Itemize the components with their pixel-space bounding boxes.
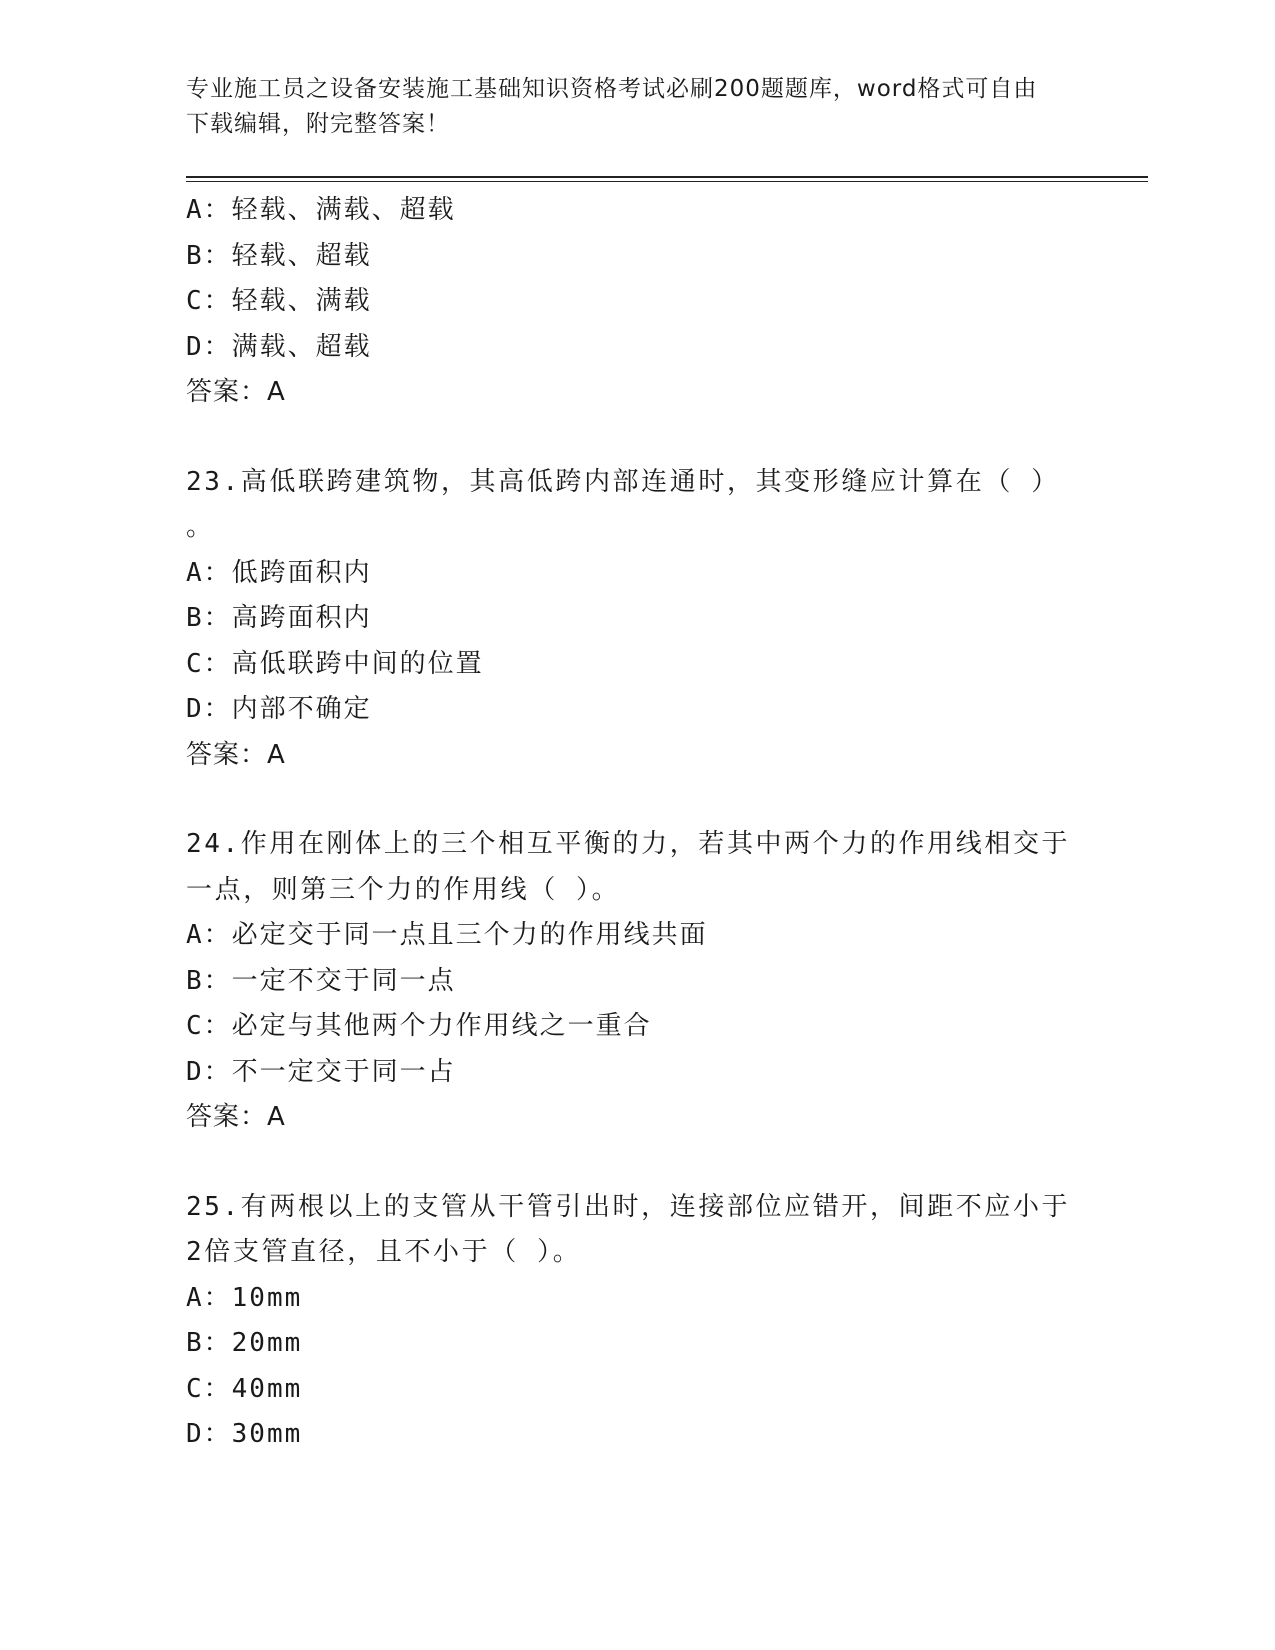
question-stem bbox=[186, 1185, 1071, 1276]
header-title-line-2: 下载编辑，附完整答案！ bbox=[186, 111, 450, 137]
option-c: C：40mm bbox=[186, 1373, 303, 1404]
answer-label: 答案：A bbox=[186, 739, 286, 770]
option-d: D：30mm bbox=[186, 1419, 303, 1449]
question-stem bbox=[186, 822, 1071, 913]
option-a: A：轻载、满载、超载 bbox=[186, 195, 456, 225]
question-stem-line-2: 。 bbox=[186, 512, 215, 542]
header-title-line-1: 专业施工员之设备安装施工基础知识资格考试必刷200题题库，word格式可自由 bbox=[186, 76, 1038, 102]
header-rule-thick bbox=[186, 176, 1148, 178]
question-stem-line-1: 23.高低联跨建筑物，其高低跨内部连通时，其变形缝应计算在（ ） bbox=[186, 466, 1060, 497]
option-c: C：必定与其他两个力作用线之一重合 bbox=[186, 1011, 652, 1041]
question-stem bbox=[186, 460, 1066, 551]
option-b: B：高跨面积内 bbox=[186, 603, 372, 633]
option-a: A：低跨面积内 bbox=[186, 557, 372, 588]
option-d: D：满载、超载 bbox=[186, 331, 372, 362]
option-a: A：必定交于同一点且三个力的作用线共面 bbox=[186, 920, 708, 950]
option-b: B：一定不交于同一点 bbox=[186, 965, 456, 996]
option-d: D：内部不确定 bbox=[186, 694, 372, 724]
header-rule-thin bbox=[186, 181, 1148, 182]
question-22 bbox=[186, 188, 1086, 416]
question-stem-line-1: 24.作用在刚体上的三个相互平衡的力，若其中两个力的作用线相交于 bbox=[186, 829, 1071, 859]
answer-label: 答案：A bbox=[186, 1102, 286, 1132]
option-b: B：20mm bbox=[186, 1328, 303, 1358]
question-23 bbox=[186, 460, 1086, 779]
option-a: A：10mm bbox=[186, 1282, 303, 1313]
question-stem-line-2: 一点，则第三个力的作用线（ ）。 bbox=[186, 874, 621, 905]
question-stem-line-1: 25.有两根以上的支管从干管引出时，连接部位应错开，间距不应小于 bbox=[186, 1191, 1071, 1222]
option-b: B：轻载、超载 bbox=[186, 240, 372, 271]
option-c: C：轻载、满载 bbox=[186, 286, 372, 316]
question-25 bbox=[186, 1185, 1086, 1458]
document-header bbox=[186, 72, 1066, 142]
option-c: C：高低联跨中间的位置 bbox=[186, 648, 484, 679]
option-d: D：不一定交于同一占 bbox=[186, 1056, 456, 1087]
question-stem-line-2: 2倍支管直径，且不小于（ ）。 bbox=[186, 1237, 582, 1267]
answer-label: 答案：A bbox=[186, 377, 286, 407]
question-list bbox=[186, 188, 1086, 1458]
question-24 bbox=[186, 822, 1086, 1141]
